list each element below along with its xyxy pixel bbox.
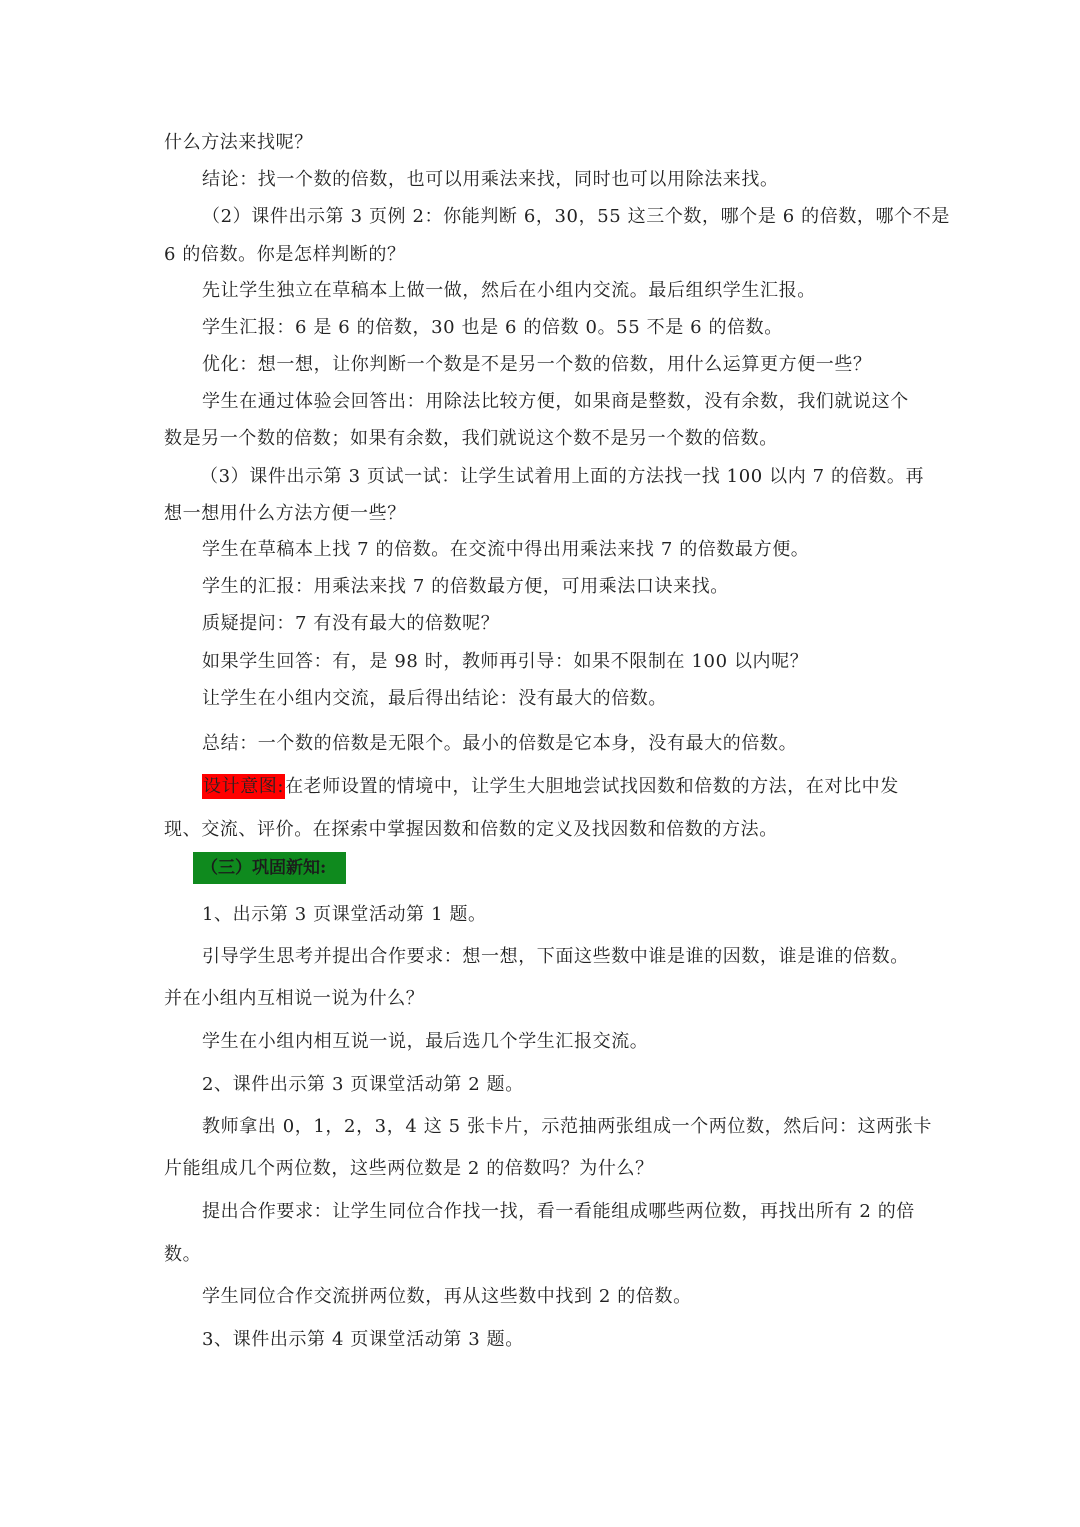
- paragraph-line: 先让学生独立在草稿本上做一做，然后在小组内交流。最后组织学生汇报。: [202, 280, 816, 301]
- paragraph-line: 让学生在小组内交流，最后得出结论：没有最大的倍数。: [202, 688, 667, 709]
- conclusion-line: 结论：找一个数的倍数，也可以用乘法来找，同时也可以用除法来找。: [202, 169, 779, 190]
- paragraph-line: 1、出示第 3 页课堂活动第 1 题。: [202, 904, 487, 925]
- design-intent-text: 在老师设置的情境中，让学生大胆地尝试找因数和倍数的方法，在对比中发: [285, 776, 899, 797]
- paragraph-line: 数。: [164, 1244, 202, 1265]
- paragraph-line: 引导学生思考并提出合作要求：想一想，下面这些数中谁是谁的因数，谁是谁的倍数。: [202, 946, 909, 967]
- paragraph-line: 质疑提问：7 有没有最大的倍数呢？: [202, 613, 500, 634]
- paragraph-line: 学生的汇报：用乘法来找 7 的倍数最方便，可用乘法口诀来找。: [202, 576, 729, 597]
- paragraph-line: 什么方法来找呢？: [164, 132, 313, 153]
- design-intent-line: [202, 768, 924, 805]
- paragraph-line: 学生在通过体验会回答出：用除法比较方便，如果商是整数，没有余数，我们就说这个: [202, 391, 909, 412]
- paragraph-line: 2、课件出示第 3 页课堂活动第 2 题。: [202, 1074, 524, 1095]
- paragraph-line: 3、课件出示第 4 页课堂活动第 3 题。: [202, 1329, 524, 1350]
- paragraph-line: 学生在小组内相互说一说，最后选几个学生汇报交流。: [202, 1031, 649, 1052]
- paragraph-line: （2）课件出示第 3 页例 2：你能判断 6，30，55 这三个数，哪个是 6 的倍数，哪个不是: [202, 206, 950, 227]
- paragraph-line: 提出合作要求：让学生同位合作找一找，看一看能组成哪些两位数，再找出所有 2 的倍: [202, 1201, 915, 1222]
- paragraph-line: 并在小组内互相说一说为什么？: [164, 988, 425, 1009]
- paragraph-line: 学生同位合作交流拼两位数，再从这些数中找到 2 的倍数。: [202, 1286, 692, 1307]
- paragraph-line: （3）课件出示第 3 页试一试：让学生试着用上面的方法找一找 100 以内 7 的倍数。再: [200, 466, 925, 487]
- summary-line: 总结：一个数的倍数是无限个。最小的倍数是它本身，没有最大的倍数。: [202, 733, 798, 754]
- paragraph-line: 数是另一个数的倍数；如果有余数，我们就说这个数不是另一个数的倍数。: [164, 428, 778, 449]
- paragraph-line: 如果学生回答：有，是 98 时，教师再引导：如果不限制在 100 以内呢？: [202, 651, 809, 672]
- paragraph-line: 学生在草稿本上找 7 的倍数。在交流中得出用乘法来找 7 的倍数最方便。: [202, 539, 810, 560]
- paragraph-line: 片能组成几个两位数，这些两位数是 2 的倍数吗？为什么？: [164, 1158, 654, 1179]
- paragraph-line: 6 的倍数。你是怎样判断的？: [164, 244, 406, 265]
- paragraph-line: 教师拿出 0，1，2，3，4 这 5 张卡片，示范抽两张组成一个两位数，然后问：这两张卡: [202, 1116, 932, 1137]
- paragraph-line: 优化：想一想，让你判断一个数是不是另一个数的倍数，用什么运算更方便一些？: [202, 354, 872, 375]
- paragraph-line: 学生汇报：6 是 6 的倍数，30 也是 6 的倍数 0。55 不是 6 的倍数。: [202, 317, 783, 338]
- design-intent-label: 设计意图:: [203, 776, 285, 797]
- design-intent-continuation: 现、交流、评价。在探索中掌握因数和倍数的定义及找因数和倍数的方法。: [164, 819, 778, 840]
- paragraph-line: 想一想用什么方法方便一些？: [164, 503, 406, 524]
- section-heading: （三）巩固新知:: [193, 852, 346, 884]
